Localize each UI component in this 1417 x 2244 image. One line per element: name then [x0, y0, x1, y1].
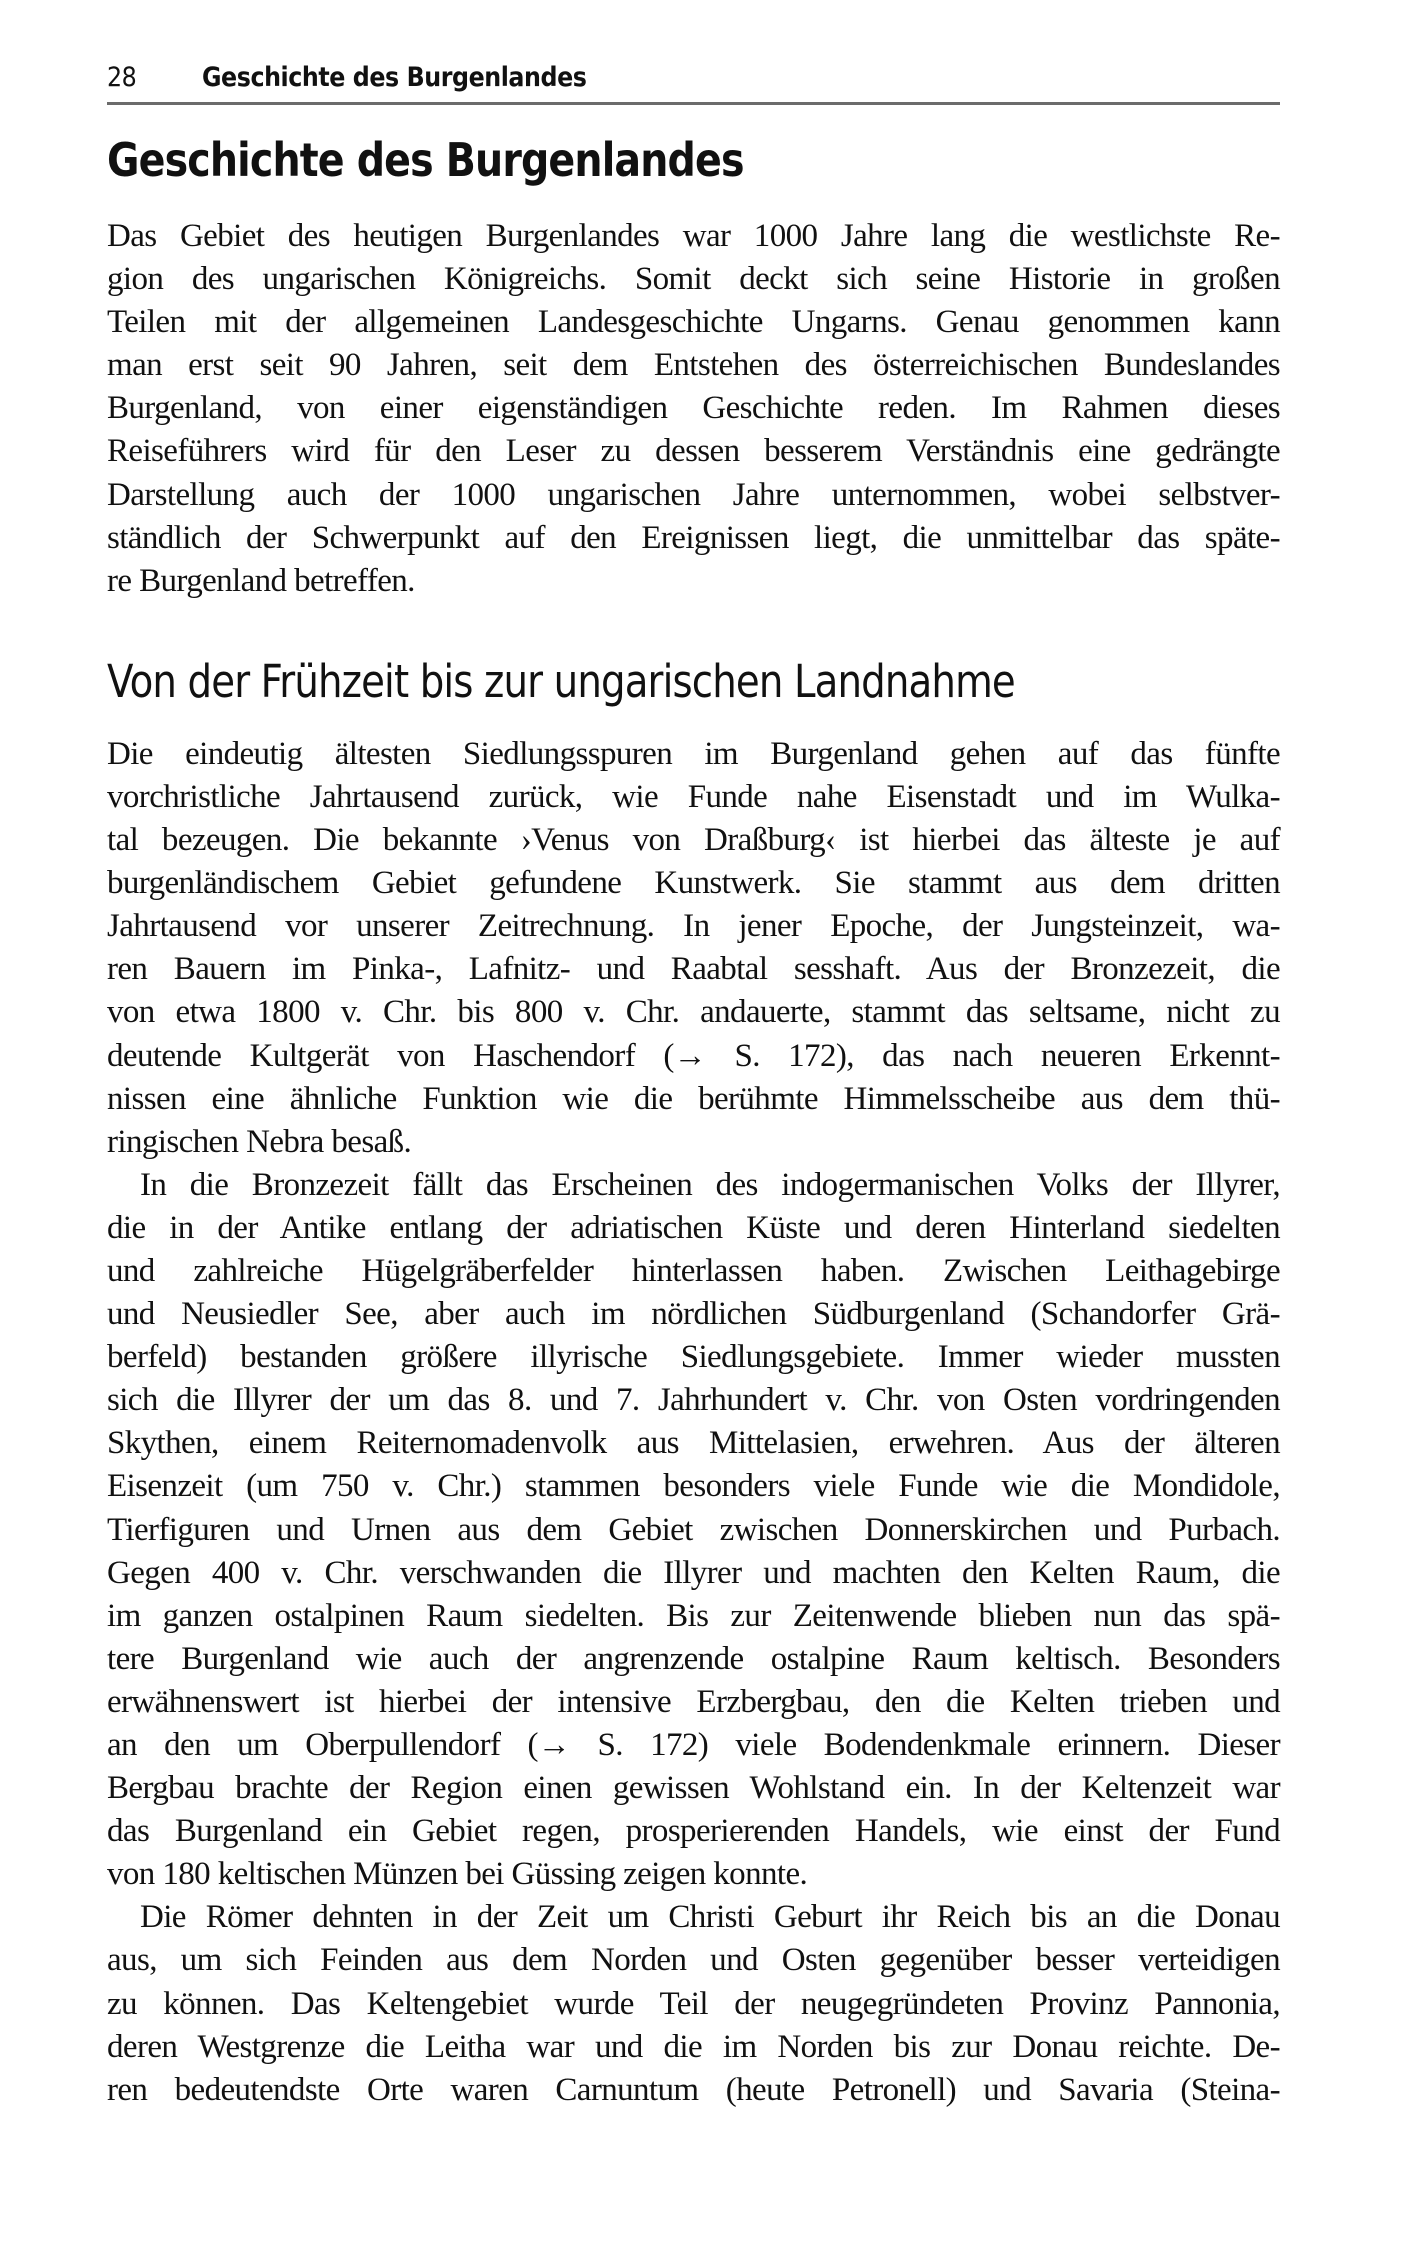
text-line: ringischen Nebra besaß.	[107, 1123, 412, 1160]
text-line: Skythen, einem Reiternomadenvolk aus Mittelasien, erwehren. Aus der älteren	[107, 1425, 1280, 1462]
page-number: 28	[107, 62, 137, 93]
text-line: erwähnenswert ist hierbei der intensive Erzbergbau, den die Kelten trieben und	[107, 1683, 1280, 1720]
text-line: Die eindeutig ältesten Siedlungsspuren im Burgenland gehen auf das fünfte	[107, 735, 1280, 772]
section-title: Von der Frühzeit bis zur ungarischen Landnahme	[107, 654, 1015, 708]
text-line: sich die Illyrer der um das 8. und 7. Jahrhundert v. Chr. von Osten vordringenden	[107, 1382, 1280, 1419]
text-line: von etwa 1800 v. Chr. bis 800 v. Chr. andauerte, stammt das seltsame, nicht zu	[107, 994, 1280, 1031]
paragraph-prehistory	[107, 733, 1280, 1164]
paragraph-illyrians-celts	[107, 1164, 1280, 1897]
text-line: deutende Kultgerät von Haschendorf (→ S. 172), das nach neueren Erkennt-	[107, 1037, 1280, 1074]
text-line: das Burgenland ein Gebiet regen, prosperierenden Handels, wie einst der Fund	[107, 1813, 1280, 1850]
text-line: Burgenland, von einer eigenständigen Geschichte reden. Im Rahmen dieses	[107, 390, 1280, 427]
text-line: vorchristliche Jahrtausend zurück, wie Funde nahe Eisenstadt und im Wulka-	[107, 778, 1280, 815]
text-line: ren Bauern im Pinka-, Lafnitz- und Raabtal sesshaft. Aus der Bronzezeit, die	[107, 951, 1280, 988]
intro-paragraph	[107, 215, 1280, 603]
text-line: im ganzen ostalpinen Raum siedelten. Bis zur Zeitenwende blieben nun das spä-	[107, 1597, 1280, 1634]
text-line: In die Bronzezeit fällt das Erscheinen des indogermanischen Volks der Illyrer,	[140, 1166, 1280, 1203]
text-line: burgenländischem Gebiet gefundene Kunstwerk. Sie stammt aus dem dritten	[107, 865, 1280, 902]
text-line: und zahlreiche Hügelgräberfelder hinterlassen haben. Zwischen Leithagebirge	[107, 1252, 1280, 1289]
text-line: re Burgenland betreffen.	[107, 562, 415, 599]
text-line: zu können. Das Keltengebiet wurde Teil der neugegründeten Provinz Pannonia,	[107, 1985, 1280, 2022]
paragraph-romans	[107, 1896, 1280, 2111]
text-line: Bergbau brachte der Region einen gewissen Wohlstand ein. In der Keltenzeit war	[107, 1770, 1280, 1807]
text-line: Tierfiguren und Urnen aus dem Gebiet zwischen Donnerskirchen und Purbach.	[107, 1511, 1280, 1548]
text-line: deren Westgrenze die Leitha war und die im Norden bis zur Donau reichte. De-	[107, 2028, 1280, 2065]
text-line: von 180 keltischen Münzen bei Güssing zeigen konnte.	[107, 1856, 808, 1893]
text-line: und Neusiedler See, aber auch im nördlichen Südburgenland (Schandorfer Grä-	[107, 1296, 1280, 1333]
text-line: Die Römer dehnten in der Zeit um Christi Geburt ihr Reich bis an die Donau	[140, 1899, 1280, 1936]
book-page	[107, 62, 1280, 2112]
text-line: Reiseführers wird für den Leser zu dessen besserem Verständnis eine gedrängte	[107, 433, 1280, 470]
text-line: die in der Antike entlang der adriatischen Küste und deren Hinterland siedelten	[107, 1209, 1280, 1246]
text-line: Das Gebiet des heutigen Burgenlandes war 1000 Jahre lang die westlichste Re-	[107, 218, 1280, 254]
text-line: tal bezeugen. Die bekannte ›Venus von Draßburg‹ ist hierbei das älteste je auf	[107, 822, 1280, 859]
text-line: man erst seit 90 Jahren, seit dem Entstehen des österreichischen Bundeslandes	[107, 347, 1280, 384]
text-line: ren bedeutendste Orte waren Carnuntum (heute Petronell) und Savaria (Steina-	[107, 2071, 1280, 2108]
chapter-title: Geschichte des Burgenlandes	[107, 133, 744, 187]
text-line: nissen eine ähnliche Funktion wie die berühmte Himmelsscheibe aus dem thü-	[107, 1080, 1280, 1117]
text-line: aus, um sich Feinden aus dem Norden und Osten gegenüber besser verteidigen	[107, 1942, 1280, 1979]
text-line: berfeld) bestanden größere illyrische Siedlungsgebiete. Immer wieder mussten	[107, 1339, 1280, 1376]
text-line: Darstellung auch der 1000 ungarischen Jahre unternommen, wobei selbstver-	[107, 476, 1280, 513]
text-line: tere Burgenland wie auch der angrenzende ostalpine Raum keltisch. Besonders	[107, 1640, 1280, 1677]
text-line: Jahrtausend vor unserer Zeitrechnung. In jener Epoche, der Jungsteinzeit, wa-	[107, 908, 1280, 945]
text-line: Teilen mit der allgemeinen Landesgeschichte Ungarns. Genau genommen kann	[107, 304, 1280, 341]
text-line: Gegen 400 v. Chr. verschwanden die Illyrer und machten den Kelten Raum, die	[107, 1554, 1280, 1591]
text-line: gion des ungarischen Königreichs. Somit deckt sich seine Historie in großen	[107, 261, 1280, 298]
section-body	[107, 733, 1280, 2112]
text-line: ständlich der Schwerpunkt auf den Ereignissen liegt, die unmittelbar das späte-	[107, 519, 1280, 556]
running-head-title: Geschichte des Burgenlandes	[202, 62, 587, 93]
running-head	[107, 62, 1280, 105]
text-line: Eisenzeit (um 750 v. Chr.) stammen besonders viele Funde wie die Mondidole,	[107, 1468, 1280, 1505]
text-line: an den um Oberpullendorf (→ S. 172) viele Bodendenkmale erinnern. Dieser	[107, 1727, 1280, 1763]
